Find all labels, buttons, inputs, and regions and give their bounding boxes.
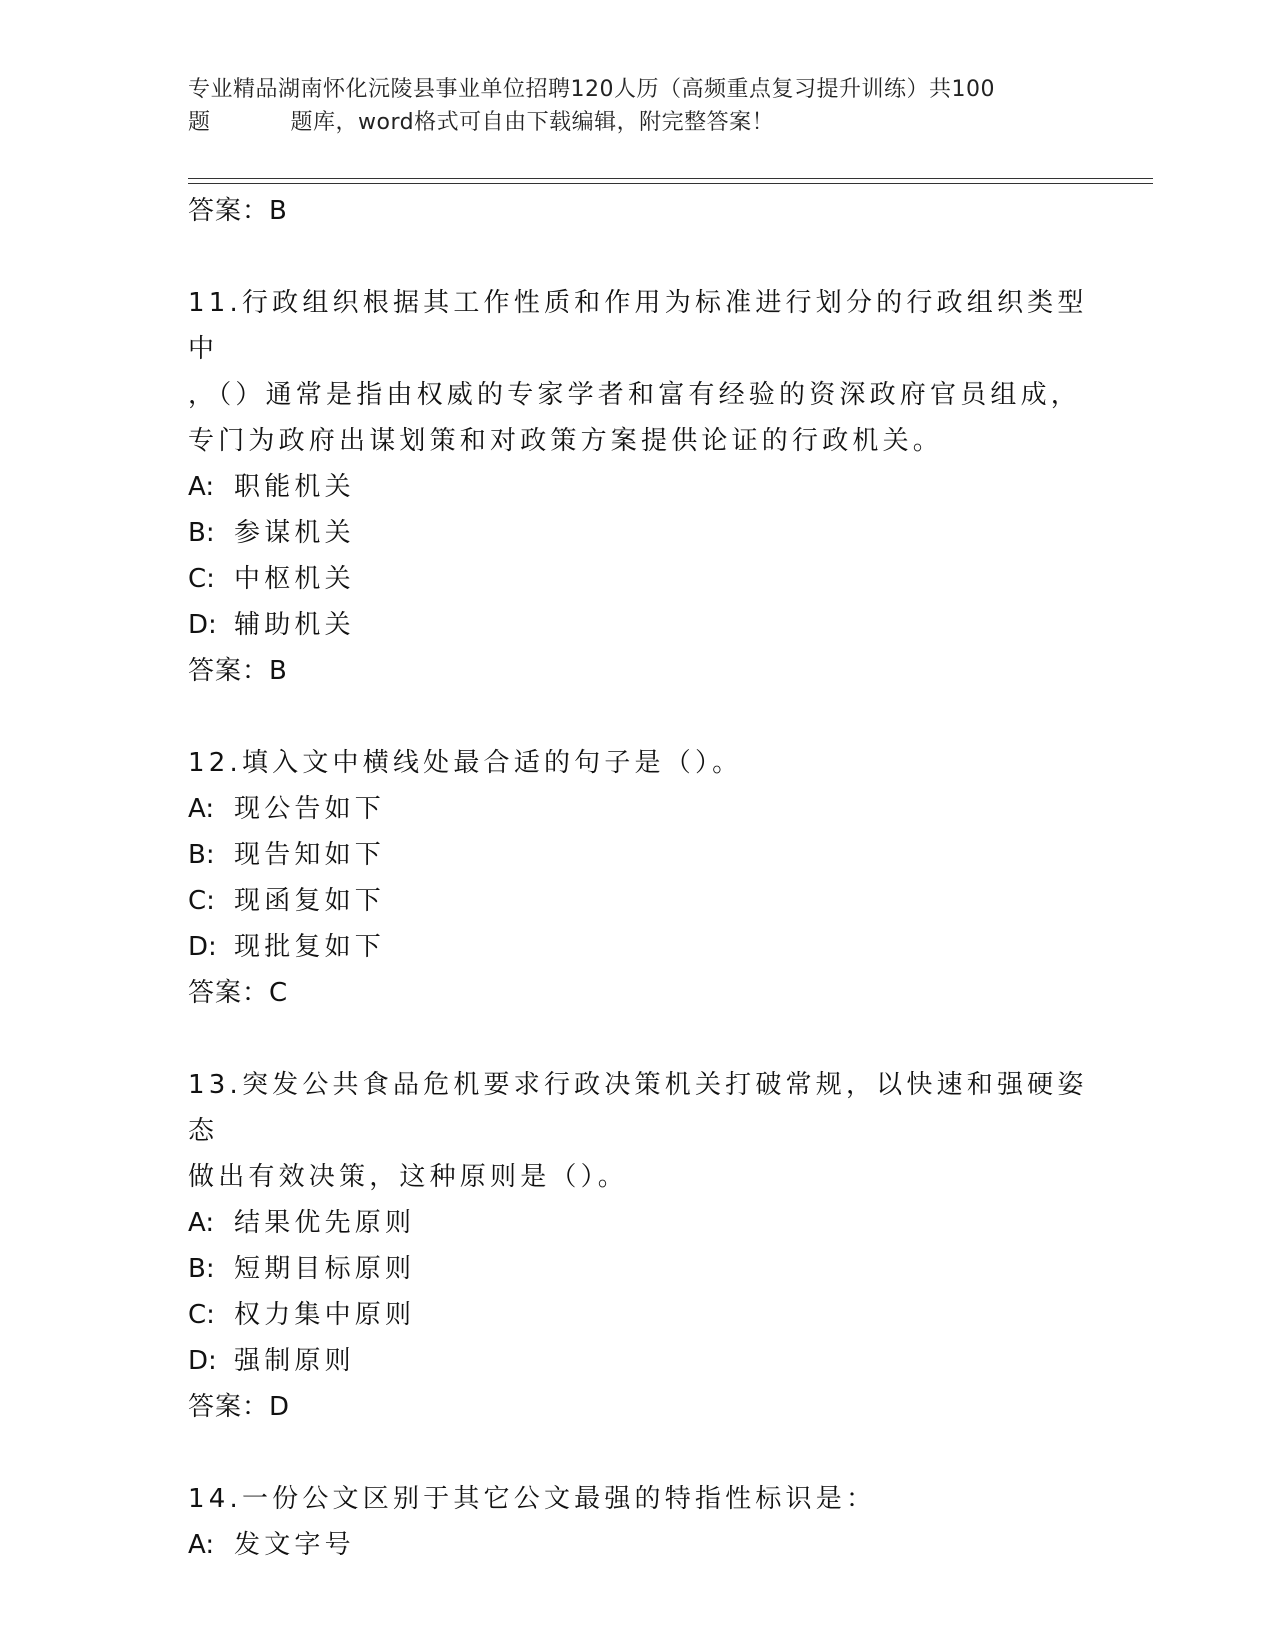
question-14-stem [188, 1476, 1088, 1522]
question-11-option-b [188, 510, 1088, 556]
page-header [188, 73, 1088, 139]
option-label: D: [188, 1346, 217, 1376]
header-line-1: 专业精品湖南怀化沅陵县事业单位招聘120人历（高频重点复习提升训练）共100 [188, 77, 995, 102]
option-label: B: [188, 840, 215, 870]
question-12-option-c [188, 878, 1088, 924]
question-12-option-d [188, 924, 1088, 970]
question-12-option-a [188, 786, 1088, 832]
question-13-option-b [188, 1246, 1088, 1292]
option-text: 短期目标原则 [234, 1254, 416, 1284]
question-line: 11.行政组织根据其工作性质和作用为标准进行划分的行政组织类型中 [188, 288, 1088, 364]
question-13-stem [188, 1062, 1088, 1200]
question-line: 专门为政府出谋划策和对政策方案提供论证的行政机关。 [188, 426, 944, 456]
option-text: 现告知如下 [234, 840, 386, 870]
option-text: 发文字号 [234, 1530, 355, 1560]
question-12-stem [188, 740, 1088, 786]
question-line: 13.突发公共食品危机要求行政决策机关打破常规，以快速和强硬姿态 [188, 1070, 1088, 1146]
question-11-option-d [188, 602, 1088, 648]
question-13-option-a [188, 1200, 1088, 1246]
option-label: A: [188, 1208, 215, 1238]
answer-line: 答案：B [188, 196, 288, 226]
header-divider-bottom [188, 183, 1153, 184]
question-line: 12.填入文中横线处最合适的句子是（）。 [188, 748, 743, 778]
option-label: B: [188, 518, 215, 548]
question-11-answer: 答案：B [188, 656, 288, 686]
question-12-option-b [188, 832, 1088, 878]
option-text: 中枢机关 [234, 564, 355, 594]
question-line: 做出有效决策，这种原则是（）。 [188, 1162, 629, 1192]
question-13-answer: 答案：D [188, 1392, 291, 1422]
question-14-option-a [188, 1522, 1088, 1568]
header-line-2 [188, 106, 1088, 139]
question-11-stem [188, 280, 1088, 464]
option-label: D: [188, 610, 217, 640]
option-label: D: [188, 932, 217, 962]
option-label: C: [188, 886, 215, 916]
option-label: B: [188, 1254, 215, 1284]
question-line: 14.一份公文区别于其它公文最强的特指性标识是： [188, 1484, 877, 1514]
question-line: ，（）通常是指由权威的专家学者和富有经验的资深政府官员组成， [188, 380, 1082, 410]
option-text: 强制原则 [234, 1346, 355, 1376]
option-text: 结果优先原则 [234, 1208, 416, 1238]
question-11-option-a [188, 464, 1088, 510]
header-line-2-left: 题 [188, 110, 211, 135]
question-13-option-d [188, 1338, 1088, 1384]
header-divider-top [188, 178, 1153, 179]
option-text: 职能机关 [234, 472, 355, 502]
header-line-2-right: 题库，word格式可自由下载编辑，附完整答案！ [290, 110, 775, 135]
question-list [188, 188, 1088, 1568]
option-text: 辅助机关 [234, 610, 355, 640]
option-text: 现批复如下 [234, 932, 386, 962]
option-label: A: [188, 1530, 215, 1560]
option-text: 现函复如下 [234, 886, 386, 916]
question-13-option-c [188, 1292, 1088, 1338]
question-12-answer: 答案：C [188, 978, 289, 1008]
option-label: C: [188, 564, 215, 594]
option-text: 权力集中原则 [234, 1300, 416, 1330]
option-text: 参谋机关 [234, 518, 355, 548]
option-label: A: [188, 794, 215, 824]
option-label: A: [188, 472, 215, 502]
question-11-option-c [188, 556, 1088, 602]
option-label: C: [188, 1300, 215, 1330]
option-text: 现公告如下 [234, 794, 386, 824]
